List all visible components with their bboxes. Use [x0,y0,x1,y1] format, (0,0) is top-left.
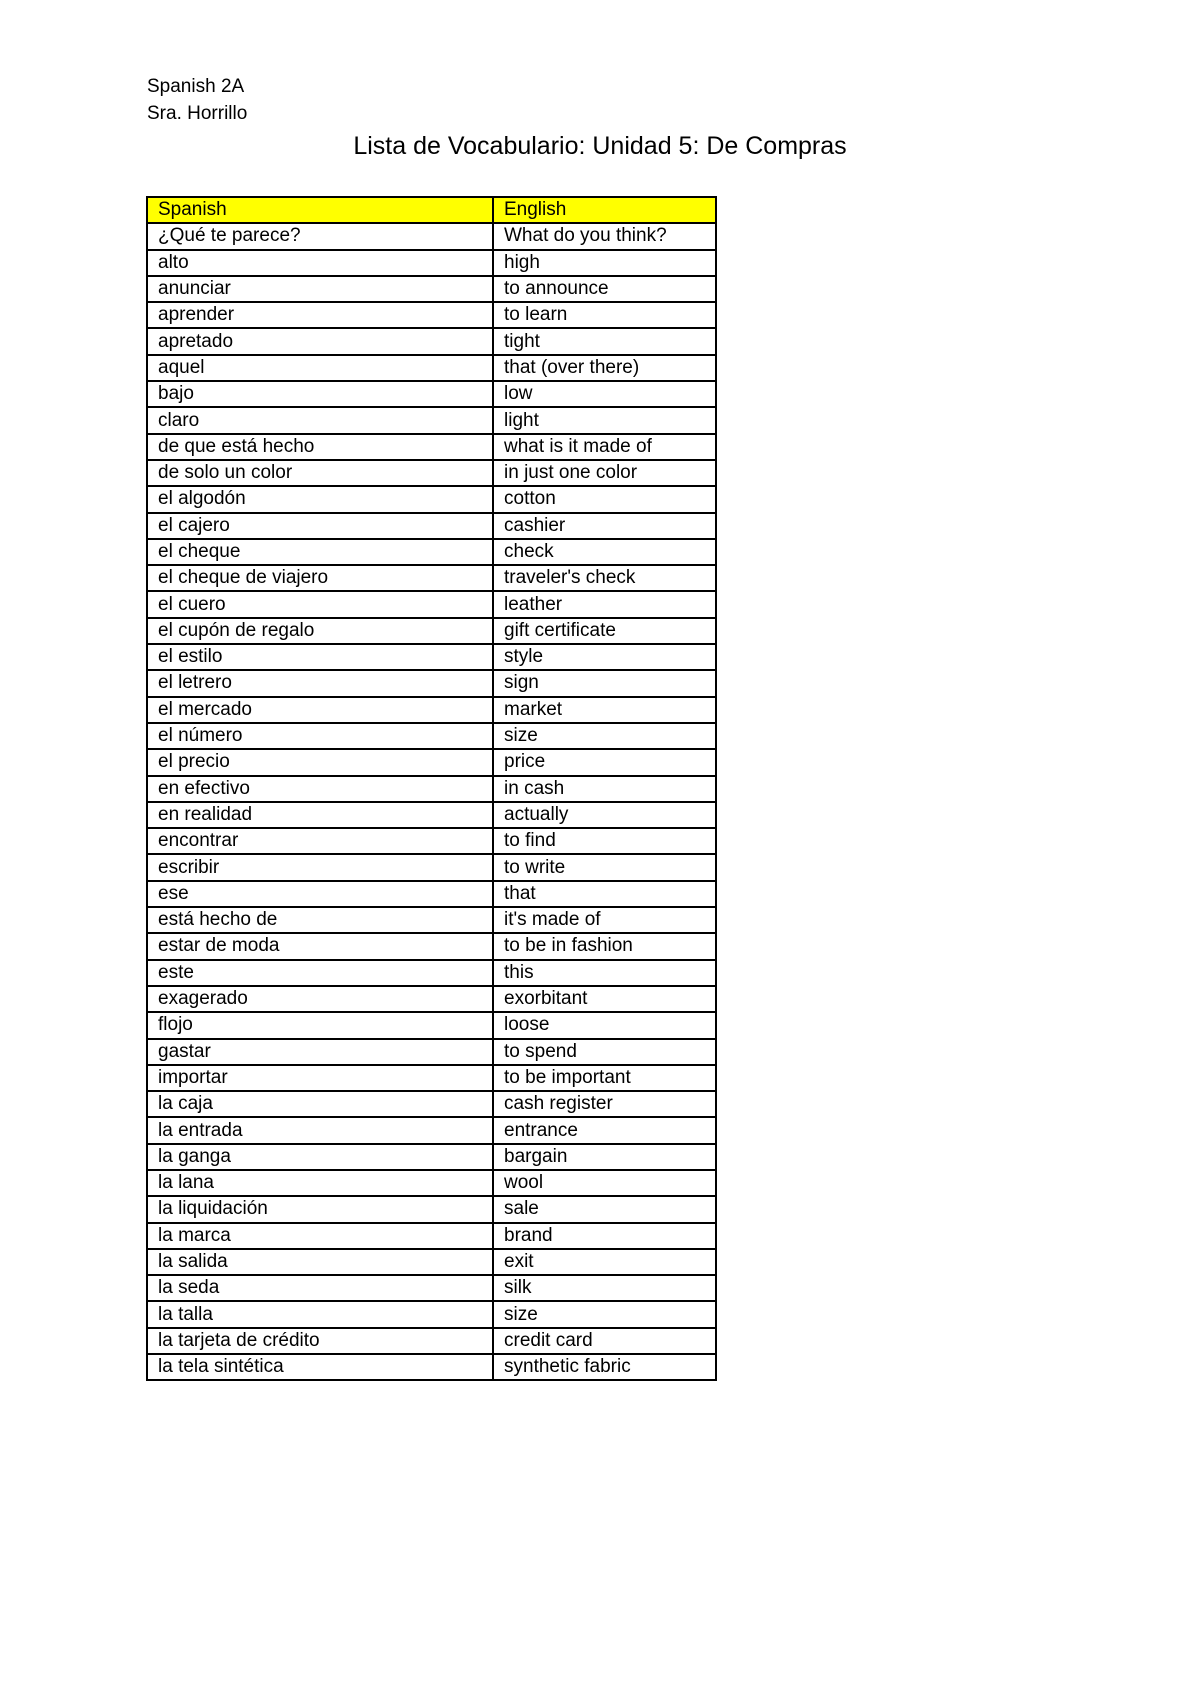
spanish-term: flojo [147,1012,493,1038]
spanish-term: el número [147,723,493,749]
spanish-term: la seda [147,1275,493,1301]
spanish-term: ¿Qué te parece? [147,223,493,249]
table-row [147,828,716,854]
spanish-term: anunciar [147,276,493,302]
english-term: sale [493,1196,716,1222]
table-row [147,223,716,249]
english-term: high [493,250,716,276]
english-term: style [493,644,716,670]
spanish-term: de solo un color [147,460,493,486]
english-term: exit [493,1249,716,1275]
english-term: brand [493,1223,716,1249]
table-row [147,513,716,539]
spanish-term: la salida [147,1249,493,1275]
table-row [147,697,716,723]
english-term: entrance [493,1117,716,1143]
spanish-term: la entrada [147,1117,493,1143]
spanish-term: el letrero [147,670,493,696]
spanish-term: el cuero [147,591,493,617]
english-term: tight [493,328,716,354]
table-row [147,1144,716,1170]
vocabulary-table [146,196,717,1381]
course-name: Spanish 2A [147,76,245,97]
table-row [147,618,716,644]
english-term: What do you think? [493,223,716,249]
spanish-term: ese [147,881,493,907]
english-term: market [493,697,716,723]
table-row [147,381,716,407]
spanish-term: en efectivo [147,776,493,802]
spanish-term: bajo [147,381,493,407]
spanish-term: en realidad [147,802,493,828]
english-term: cotton [493,486,716,512]
english-term: that [493,881,716,907]
table-row [147,1249,716,1275]
table-header-row [147,197,716,223]
spanish-term: gastar [147,1039,493,1065]
spanish-term: alto [147,250,493,276]
spanish-term: el cheque [147,539,493,565]
table-row [147,250,716,276]
spanish-term: de que está hecho [147,434,493,460]
table-row [147,670,716,696]
spanish-term: estar de moda [147,933,493,959]
table-row [147,407,716,433]
spanish-term: el mercado [147,697,493,723]
table-row [147,486,716,512]
english-term: light [493,407,716,433]
table-row [147,460,716,486]
table-row [147,302,716,328]
table-row [147,986,716,1012]
column-header-spanish: Spanish [147,197,493,223]
column-header-english: English [493,197,716,223]
english-term: exorbitant [493,986,716,1012]
english-term: leather [493,591,716,617]
english-term: cash register [493,1091,716,1117]
spanish-term: exagerado [147,986,493,1012]
table-row [147,881,716,907]
table-row [147,776,716,802]
spanish-term: el cupón de regalo [147,618,493,644]
table-row [147,1065,716,1091]
english-term: to find [493,828,716,854]
spanish-term: apretado [147,328,493,354]
table-row [147,1328,716,1354]
english-term: cashier [493,513,716,539]
table-row [147,723,716,749]
english-term: in cash [493,776,716,802]
english-term: silk [493,1275,716,1301]
spanish-term: aprender [147,302,493,328]
table-row [147,591,716,617]
english-term: check [493,539,716,565]
spanish-term: el estilo [147,644,493,670]
spanish-term: este [147,960,493,986]
english-term: loose [493,1012,716,1038]
spanish-term: la tela sintética [147,1354,493,1380]
spanish-term: la talla [147,1301,493,1327]
spanish-term: encontrar [147,828,493,854]
spanish-term: claro [147,407,493,433]
table-row [147,1223,716,1249]
spanish-term: la tarjeta de crédito [147,1328,493,1354]
english-term: size [493,1301,716,1327]
table-row [147,1170,716,1196]
table-row [147,565,716,591]
english-term: to be in fashion [493,933,716,959]
table-body [147,223,716,1380]
spanish-term: el cajero [147,513,493,539]
english-term: low [493,381,716,407]
spanish-term: la lana [147,1170,493,1196]
spanish-term: aquel [147,355,493,381]
english-term: wool [493,1170,716,1196]
english-term: this [493,960,716,986]
table-row [147,802,716,828]
spanish-term: la ganga [147,1144,493,1170]
table-row [147,1196,716,1222]
english-term: to spend [493,1039,716,1065]
table-row [147,328,716,354]
spanish-term: escribir [147,854,493,880]
table-row [147,960,716,986]
spanish-term: está hecho de [147,907,493,933]
english-term: sign [493,670,716,696]
spanish-term: el algodón [147,486,493,512]
english-term: to write [493,854,716,880]
table-row [147,907,716,933]
table-row [147,434,716,460]
english-term: traveler's check [493,565,716,591]
table-row [147,276,716,302]
english-term: what is it made of [493,434,716,460]
english-term: credit card [493,1328,716,1354]
table-row [147,355,716,381]
table-row [147,1354,716,1380]
english-term: it's made of [493,907,716,933]
english-term: in just one color [493,460,716,486]
english-term: to announce [493,276,716,302]
english-term: gift certificate [493,618,716,644]
table-row [147,1012,716,1038]
english-term: that (over there) [493,355,716,381]
english-term: size [493,723,716,749]
table-row [147,1117,716,1143]
table-row [147,1039,716,1065]
english-term: synthetic fabric [493,1354,716,1380]
spanish-term: la caja [147,1091,493,1117]
table-row [147,1275,716,1301]
table-row [147,854,716,880]
english-term: bargain [493,1144,716,1170]
teacher-name: Sra. Horrillo [147,103,248,124]
spanish-term: el cheque de viajero [147,565,493,591]
spanish-term: la liquidación [147,1196,493,1222]
spanish-term: importar [147,1065,493,1091]
table-row [147,539,716,565]
english-term: to be important [493,1065,716,1091]
page-title: Lista de Vocabulario: Unidad 5: De Compras [353,132,847,160]
english-term: to learn [493,302,716,328]
english-term: actually [493,802,716,828]
table-row [147,1091,716,1117]
table-row [147,1301,716,1327]
spanish-term: la marca [147,1223,493,1249]
table-row [147,933,716,959]
table-row [147,749,716,775]
english-term: price [493,749,716,775]
spanish-term: el precio [147,749,493,775]
table-row [147,644,716,670]
